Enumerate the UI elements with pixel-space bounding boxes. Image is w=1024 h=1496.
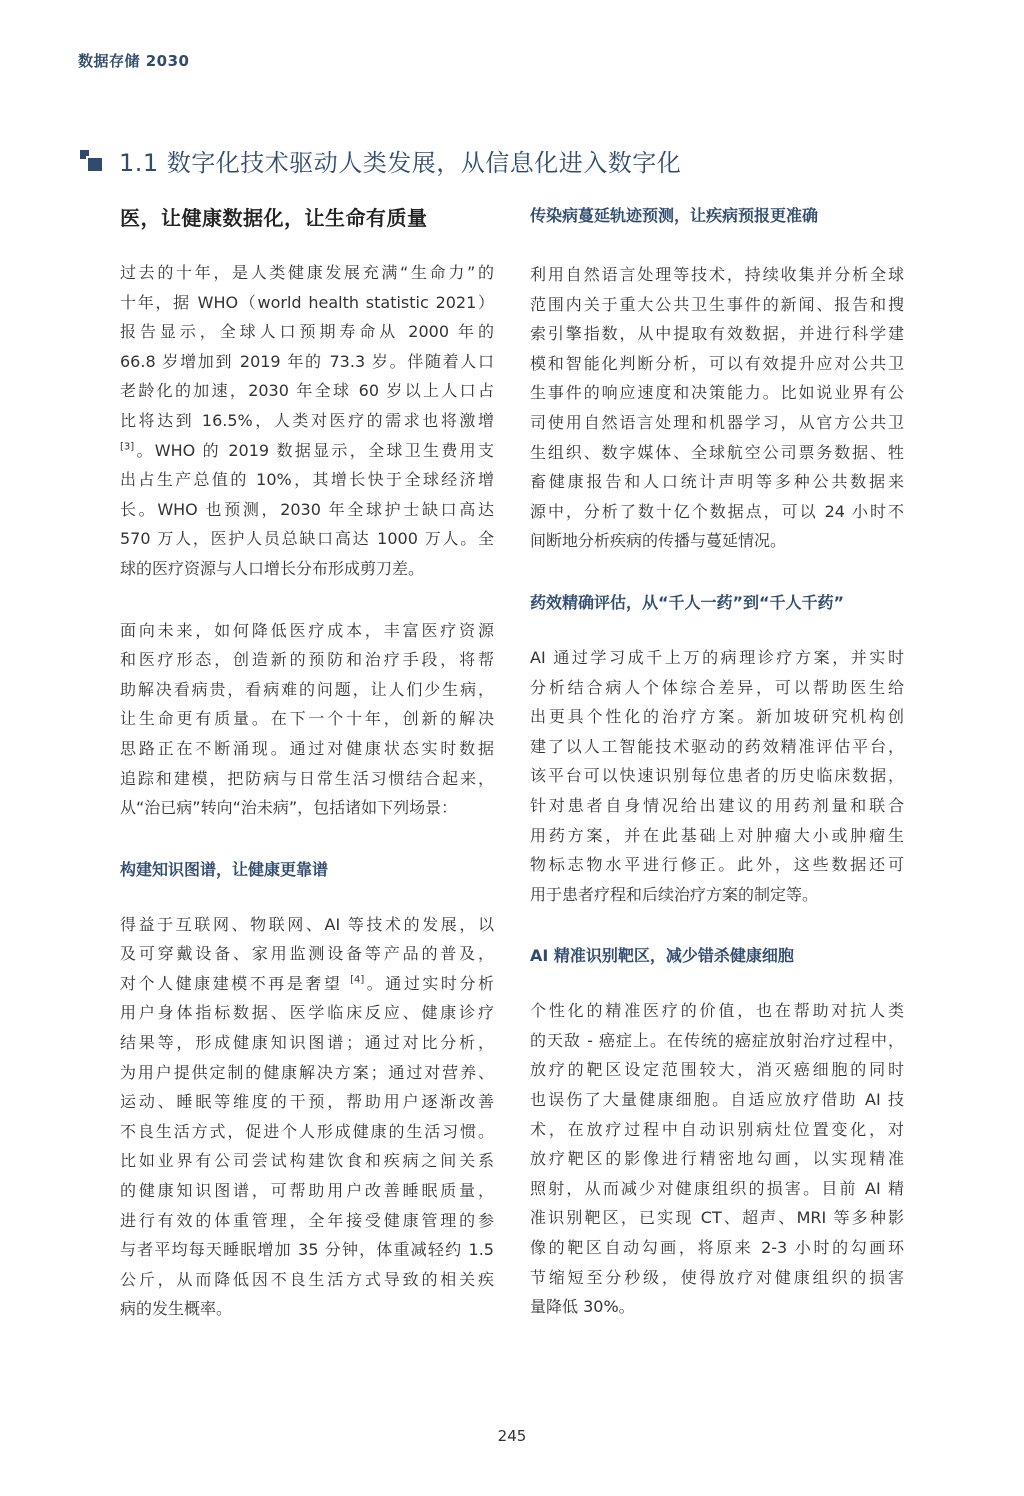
text-line: 术，在放疗过程中自动识别病灶位置变化，对 <box>530 1119 904 1139</box>
text-line: 长。WHO 也预测，2030 年全球护士缺口高达 <box>120 499 494 519</box>
paragraph <box>530 643 904 909</box>
text-line: 模和智能化判断分析，可以有效提升应对公共卫 <box>530 353 904 373</box>
subheading-ai-target-recognition: AI 精准识别靶区，减少错杀健康细胞 <box>530 946 794 966</box>
text-line: 畜健康报告和人口统计声明等多种公共数据来 <box>530 472 904 492</box>
text-line: 过去的十年，是人类健康发展充满“生命力”的 <box>120 263 494 282</box>
text-line: 针对患者自身情况给出建议的用药剂量和联合 <box>530 795 904 815</box>
text-line: 生组织、数字媒体、全球航空公司票务数据、牲 <box>530 442 904 462</box>
text-line: 像的靶区自动勾画，将原来 2-3 小时的勾画环 <box>530 1238 904 1258</box>
paragraph <box>530 260 904 556</box>
text-line: 66.8 岁增加到 2019 年的 73.3 岁。伴随着人口 <box>120 351 494 371</box>
text-line: 助解决看病贵，看病难的问题，让人们少生病， <box>120 679 494 699</box>
text-line: 个性化的精准医疗的价值，也在帮助对抗人类 <box>530 1001 904 1021</box>
text-line: 物标志物水平进行修正。此外，这些数据还可 <box>530 855 904 875</box>
text-line: 范围内关于重大公共卫生事件的新闻、报告和搜 <box>530 294 904 314</box>
text-line: 也误伤了大量健康细胞。自适应放疗借助 AI 技 <box>530 1090 904 1110</box>
text-line: 比将达到 16.5%，人类对医疗的需求也将激增 <box>120 410 494 430</box>
text-line: 不良生活方式，促进个人形成健康的生活习惯。 <box>120 1121 494 1141</box>
text-line: 思路正在不断涌现。通过对健康状态实时数据 <box>120 738 494 758</box>
subheading-knowledge-graph: 构建知识图谱，让健康更靠谱 <box>120 859 329 879</box>
text-line: 出占生产总值的 10%，其增长快于全球经济增 <box>120 470 494 490</box>
text-line: 进行有效的体重管理，全年接受健康管理的参 <box>120 1210 494 1230</box>
text-line: [3]。WHO 的 2019 数据显示，全球卫生费用支 <box>120 440 494 460</box>
text-line: 报告显示，全球人口预期寿命从 2000 年的 <box>120 322 494 342</box>
text-line: 间断地分析疾病的传播与蔓延情况。 <box>530 531 787 551</box>
text-line: 量降低 30%。 <box>530 1297 635 1317</box>
text-line: 源中，分析了数十亿个数据点，可以 24 小时不 <box>530 501 904 521</box>
text-line: 的健康知识图谱，可帮助用户改善睡眠质量， <box>120 1181 494 1201</box>
text-line: AI 通过学习成千上万的病理诊疗方案，并实时 <box>530 647 904 667</box>
text-line: 得益于互联网、物联网、AI 等技术的发展，以 <box>120 914 494 934</box>
paragraph <box>120 616 494 823</box>
text-line: 放疗的靶区设定范围较大，消灭癌细胞的同时 <box>530 1060 904 1080</box>
text-line: 生事件的响应速度和决策能力。比如说业界有公 <box>530 383 904 403</box>
text-line: 运动、睡眠等维度的干预，帮助用户逐渐改善 <box>120 1092 494 1112</box>
text-line: 放疗靶区的影像进行精密地勾画，以实现精准 <box>530 1149 904 1169</box>
text-line: 及可穿戴设备、家用监测设备等产品的普及， <box>120 944 494 964</box>
text-line: 用户身体指标数据、医学临床反应、健康诊疗 <box>120 1003 494 1023</box>
text-line: 该平台可以快速识别每位患者的历史临床数据， <box>530 766 904 786</box>
text-line: 对个人健康建模不再是奢望 [4]。通过实时分析 <box>120 973 494 993</box>
citation-marker: [4] <box>350 974 365 986</box>
heading-medical: 医，让健康数据化，让生命有质量 <box>120 206 428 230</box>
text-line: 节缩短至分秒级，使得放疗对健康组织的损害 <box>530 1267 904 1287</box>
text-line: 利用自然语言处理等技术，持续收集并分析全球 <box>530 265 904 284</box>
text-line: 让生命更有质量。在下一个十年，创新的解决 <box>120 709 494 729</box>
paragraph <box>530 996 904 1322</box>
text-line: 追踪和建模，把防病与日常生活习惯结合起来， <box>120 768 494 788</box>
text-line: 照射，从而减少对健康组织的损害。目前 AI 精 <box>530 1178 904 1198</box>
section-title <box>80 142 681 178</box>
text-line: 从“治已病”转向“治未病”，包括诸如下列场景： <box>120 798 458 818</box>
paragraph <box>120 910 494 1324</box>
text-line: 为用户提供定制的健康解决方案；通过对营养、 <box>120 1062 494 1082</box>
text-line: 用于患者疗程和后续治疗方案的制定等。 <box>530 884 819 904</box>
text-line: 老龄化的加速，2030 年全球 60 岁以上人口占 <box>120 381 494 401</box>
text-line: 面向未来，如何降低医疗成本，丰富医疗资源 <box>120 620 494 640</box>
text-line: 比如业界有公司尝试构建饮食和疾病之间关系 <box>120 1151 494 1171</box>
text-line: 建了以人工智能技术驱动的药效精准评估平台， <box>530 736 904 756</box>
subheading-drug-evaluation: 药效精确评估，从“千人一药”到“千人千药” <box>530 592 845 612</box>
text-line: 与者平均每天睡眠增加 35 分钟，体重减轻约 1.5 <box>120 1240 494 1260</box>
text-line: 索引擎指数，从中提取有效数据，并进行科学建 <box>530 324 904 344</box>
subheading-epidemic-prediction: 传染病蔓延轨迹预测，让疾病预报更准确 <box>530 206 819 225</box>
text-line: 570 万人，医护人员总缺口高达 1000 万人。全 <box>120 529 494 549</box>
left-column <box>120 198 494 1356</box>
right-column <box>530 198 904 1354</box>
text-line: 和医疗形态，创造新的预防和治疗手段，将帮 <box>120 650 494 670</box>
citation-marker: [3] <box>120 441 135 453</box>
section-title-text: 1.1 数字化技术驱动人类发展，从信息化进入数字化 <box>119 148 682 177</box>
text-line: 准识别靶区，已实现 CT、超声、MRI 等多种影 <box>530 1208 904 1228</box>
text-line: 球的医疗资源与人口增长分布形成剪刀差。 <box>120 558 425 578</box>
text-line: 分析结合病人个体综合差异，可以帮助医生给 <box>530 677 904 697</box>
text-line: 用药方案，并在此基础上对肿瘤大小或肿瘤生 <box>530 825 904 845</box>
text-line: 公斤，从而降低因不良生活方式导致的相关疾 <box>120 1269 494 1289</box>
text-line: 十年，据 WHO（world health statistic 2021） <box>120 292 494 312</box>
text-line: 病的发生概率。 <box>120 1299 233 1319</box>
text-line: 出更具个性化的治疗方案。新加坡研究机构创 <box>530 707 904 727</box>
text-line: 结果等，形成健康知识图谱；通过对比分析， <box>120 1033 494 1053</box>
text-line: 的天敌 - 癌症上。在传统的癌症放射治疗过程中， <box>530 1030 904 1050</box>
page-number: 245 <box>497 1427 527 1445</box>
running-header: 数据存储 2030 <box>78 52 190 70</box>
section-marker-icon <box>80 150 102 170</box>
paragraph <box>120 258 494 584</box>
text-line: 司使用自然语言处理和机器学习，从官方公共卫 <box>530 412 904 432</box>
